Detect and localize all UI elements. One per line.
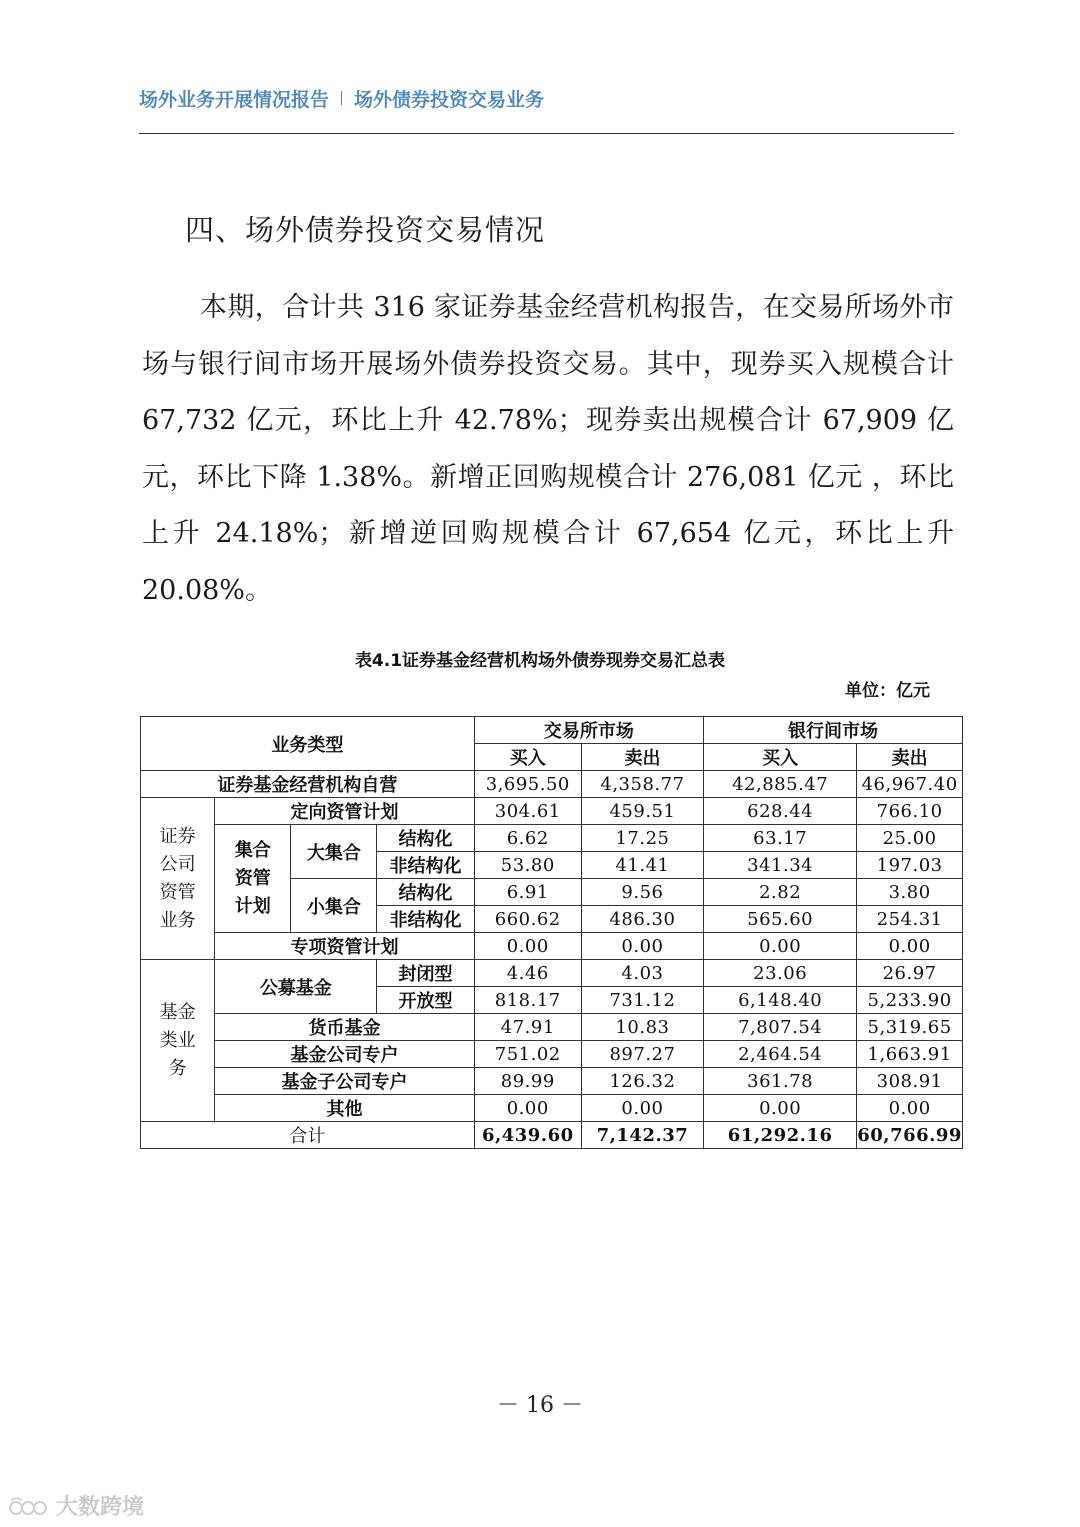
- running-header: [139, 84, 544, 112]
- cell-value: 0.00: [474, 933, 581, 960]
- table-unit: 单位：亿元: [845, 681, 930, 701]
- header-exchange-market: 交易所市场: [474, 717, 703, 744]
- group-collective-plan: [215, 825, 291, 933]
- cell-value: 0.00: [581, 933, 703, 960]
- cell-value: 628.44: [704, 798, 857, 825]
- group-public-fund: 公募基金: [215, 960, 377, 1014]
- cell-value: 7,142.37: [581, 1122, 703, 1149]
- table-row: [141, 1095, 963, 1122]
- row-label: 非结构化: [377, 852, 474, 879]
- cell-value: 254.31: [857, 906, 963, 933]
- cell-value: 751.02: [474, 1041, 581, 1068]
- row-label: 开放型: [377, 987, 474, 1014]
- header-business-type: 业务类型: [141, 717, 475, 771]
- page-number: － 16 －: [497, 1393, 583, 1418]
- group-label: 基金类业务: [159, 1001, 196, 1079]
- cell-value: 6.62: [474, 825, 581, 852]
- header-section-title: 场外债券投资交易业务: [354, 88, 545, 111]
- table-row: [141, 825, 963, 852]
- cell-value: 41.41: [581, 852, 703, 879]
- cell-value: 2.82: [704, 879, 857, 906]
- cell-value: 4,358.77: [581, 771, 703, 798]
- cell-value: 486.30: [581, 906, 703, 933]
- group-large-collective: 大集合: [291, 825, 377, 879]
- cell-value: 341.34: [704, 852, 857, 879]
- cell-value: 2,464.54: [704, 1041, 857, 1068]
- cell-value: 3.80: [857, 879, 963, 906]
- watermark: [8, 1490, 144, 1521]
- cell-value: 565.60: [704, 906, 857, 933]
- cell-value: 818.17: [474, 987, 581, 1014]
- row-label: 结构化: [377, 825, 474, 852]
- cell-value: 3,695.50: [474, 771, 581, 798]
- header-exchange-sell: 卖出: [581, 744, 703, 771]
- cell-value: 766.10: [857, 798, 963, 825]
- table-row: [141, 1068, 963, 1095]
- cell-value: 4.03: [581, 960, 703, 987]
- row-label: 其他: [215, 1095, 474, 1122]
- cell-value: 1,663.91: [857, 1041, 963, 1068]
- row-label: 封闭型: [377, 960, 474, 987]
- cell-value: 126.32: [581, 1068, 703, 1095]
- cell-value: 42,885.47: [704, 771, 857, 798]
- cell-value: 0.00: [704, 1095, 857, 1122]
- cell-value: 304.61: [474, 798, 581, 825]
- group-label: 证券公司资管业务: [159, 825, 196, 931]
- row-label: 定向资管计划: [215, 798, 474, 825]
- cell-value: 9.56: [581, 879, 703, 906]
- cell-value: 0.00: [474, 1095, 581, 1122]
- table-header-row: [141, 717, 963, 744]
- cell-value: 4.46: [474, 960, 581, 987]
- watermark-text: 大数跨境: [56, 1495, 145, 1520]
- cell-value: 89.99: [474, 1068, 581, 1095]
- cell-value: 7,807.54: [704, 1014, 857, 1041]
- header-interbank-sell: 卖出: [857, 744, 963, 771]
- cell-value: 459.51: [581, 798, 703, 825]
- row-label: 货币基金: [215, 1014, 474, 1041]
- cell-value: 731.12: [581, 987, 703, 1014]
- group-fund-business: [141, 960, 215, 1122]
- cell-value: 5,233.90: [857, 987, 963, 1014]
- cell-value: 897.27: [581, 1041, 703, 1068]
- table-row: [141, 960, 963, 987]
- cell-value: 63.17: [704, 825, 857, 852]
- group-small-collective: 小集合: [291, 879, 377, 933]
- section-title: 四、场外债券投资交易情况: [185, 213, 546, 247]
- cell-value: 26.97: [857, 960, 963, 987]
- cell-value: 0.00: [857, 1095, 963, 1122]
- row-label: 证券基金经营机构自营: [141, 771, 475, 798]
- table-row: [141, 1014, 963, 1041]
- row-label: 基金子公司专户: [215, 1068, 474, 1095]
- row-label: 结构化: [377, 879, 474, 906]
- row-label: 基金公司专户: [215, 1041, 474, 1068]
- body-paragraph: 本期，合计共 316 家证券基金经营机构报告，在交易所场外市场与银行间市场开展场外债券投资交易。其中，现券买入规模合计 67,732 亿元，环比上升 42.78%；现券卖出规模合计 67,909 亿元，环比下降 1.38%。新增正回购规模合计 276,081 亿元 ，环比上升 24.18%；新增逆回购规模合计 67,654 亿元，环比上升 20.08%。: [142, 292, 954, 606]
- cell-value: 308.91: [857, 1068, 963, 1095]
- header-separator: [341, 91, 342, 105]
- cell-value: 61,292.16: [704, 1122, 857, 1149]
- cell-value: 660.62: [474, 906, 581, 933]
- table-row: [141, 798, 963, 825]
- table-total-row: [141, 1122, 963, 1149]
- cell-value: 0.00: [581, 1095, 703, 1122]
- watermark-logo-icon: [8, 1495, 52, 1517]
- cell-value: 23.06: [704, 960, 857, 987]
- table-row: [141, 771, 963, 798]
- row-label: 非结构化: [377, 906, 474, 933]
- cell-value: 53.80: [474, 852, 581, 879]
- table-row: [141, 933, 963, 960]
- row-label: 专项资管计划: [215, 933, 474, 960]
- cell-value: 60,766.99: [857, 1122, 963, 1149]
- bond-trading-summary-table: [140, 716, 963, 1149]
- header-rule: [139, 133, 954, 134]
- cell-value: 17.25: [581, 825, 703, 852]
- cell-value: 25.00: [857, 825, 963, 852]
- cell-value: 0.00: [857, 933, 963, 960]
- cell-value: 361.78: [704, 1068, 857, 1095]
- header-interbank-market: 银行间市场: [704, 717, 963, 744]
- header-exchange-buy: 买入: [474, 744, 581, 771]
- group-label: 集合资管计划: [234, 839, 271, 917]
- cell-value: 10.83: [581, 1014, 703, 1041]
- row-label: 合计: [141, 1122, 475, 1149]
- cell-value: 6.91: [474, 879, 581, 906]
- cell-value: 46,967.40: [857, 771, 963, 798]
- cell-value: 5,319.65: [857, 1014, 963, 1041]
- cell-value: 197.03: [857, 852, 963, 879]
- table-row: [141, 1041, 963, 1068]
- table-title: 表4.1证券基金经营机构场外债券现券交易汇总表: [354, 651, 726, 671]
- header-interbank-buy: 买入: [704, 744, 857, 771]
- cell-value: 6,148.40: [704, 987, 857, 1014]
- cell-value: 47.91: [474, 1014, 581, 1041]
- group-securities-asset-mgmt: [141, 798, 215, 960]
- cell-value: 0.00: [704, 933, 857, 960]
- cell-value: 6,439.60: [474, 1122, 581, 1149]
- header-report-title: 场外业务开展情况报告: [139, 88, 330, 111]
